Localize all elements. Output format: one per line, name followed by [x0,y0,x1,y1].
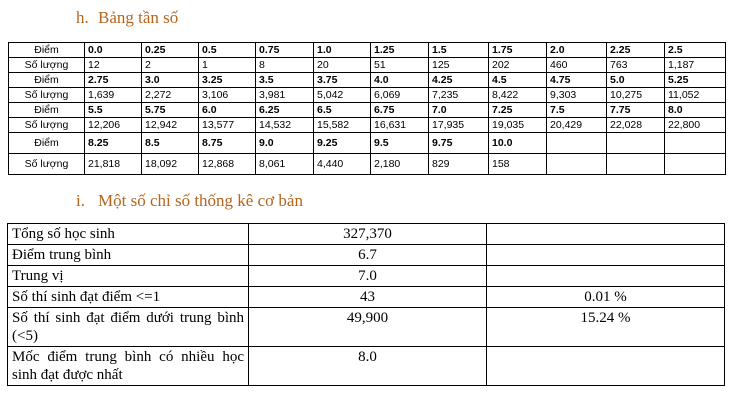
score-cell: 4.5 [489,73,547,88]
score-cell: 3.0 [142,73,199,88]
count-cell: 763 [607,58,665,73]
count-cell: 13,577 [199,118,256,133]
score-cell: 0.25 [142,43,199,58]
score-cell [607,133,665,154]
count-cell: 12,868 [199,154,256,175]
stat-name: Trung vị [8,266,249,287]
count-cell: 460 [547,58,607,73]
count-cell: 17,935 [429,118,489,133]
count-cell: 15,582 [314,118,371,133]
score-cell: 0.0 [85,43,142,58]
score-cell: 8.25 [85,133,142,154]
stat-name: Mốc điểm trung bình có nhiều học sinh đạt được nhất [8,347,249,386]
score-cell: 6.75 [371,103,429,118]
stat-row [8,287,725,308]
count-row [9,58,726,73]
score-cell: 7.25 [489,103,547,118]
score-cell: 6.25 [256,103,314,118]
count-cell: 2 [142,58,199,73]
count-cell: 8,061 [256,154,314,175]
count-cell: 8,422 [489,88,547,103]
count-row-label: Số lượng [9,154,85,175]
score-cell: 8.75 [199,133,256,154]
score-cell: 9.0 [256,133,314,154]
score-cell: 1.25 [371,43,429,58]
score-cell: 9.5 [371,133,429,154]
score-cell: 3.75 [314,73,371,88]
stat-percent: 15.24 % [487,308,725,347]
count-cell: 16,631 [371,118,429,133]
stat-value: 49,900 [249,308,487,347]
count-cell [547,154,607,175]
count-cell: 21,818 [85,154,142,175]
count-cell: 3,106 [199,88,256,103]
count-cell: 20 [314,58,371,73]
stat-percent [487,266,725,287]
score-cell: 9.75 [429,133,489,154]
stat-row [8,245,725,266]
count-cell: 1 [199,58,256,73]
count-cell: 14,532 [256,118,314,133]
stat-name: Số thí sinh đạt điểm dưới trung bình (<5) [8,308,249,347]
count-cell [665,154,726,175]
count-cell: 11,052 [665,88,726,103]
score-cell: 7.5 [547,103,607,118]
count-row [9,154,726,175]
score-cell: 8.5 [142,133,199,154]
score-cell: 5.25 [665,73,726,88]
score-row-label: Điểm [9,103,85,118]
count-cell: 2,272 [142,88,199,103]
count-row-label: Số lượng [9,58,85,73]
section-heading-basic-statistics [76,191,303,211]
stat-value: 327,370 [249,224,487,245]
score-row [9,73,726,88]
count-cell: 12 [85,58,142,73]
score-cell: 1.75 [489,43,547,58]
score-cell: 2.25 [607,43,665,58]
score-cell [547,133,607,154]
score-cell: 4.75 [547,73,607,88]
score-cell: 6.5 [314,103,371,118]
count-cell: 51 [371,58,429,73]
score-cell: 2.5 [665,43,726,58]
score-row-label: Điểm [9,133,85,154]
score-cell: 7.0 [429,103,489,118]
count-cell: 202 [489,58,547,73]
score-row [9,133,726,154]
count-cell: 19,035 [489,118,547,133]
count-row-label: Số lượng [9,118,85,133]
stat-value: 43 [249,287,487,308]
count-cell: 22,028 [607,118,665,133]
count-cell: 12,206 [85,118,142,133]
section-title: Một số chỉ số thống kê cơ bản [98,191,303,210]
count-cell: 22,800 [665,118,726,133]
stat-percent: 0.01 % [487,287,725,308]
score-cell: 2.0 [547,43,607,58]
stat-name: Số thí sinh đạt điểm <=1 [8,287,249,308]
score-cell: 5.0 [607,73,665,88]
score-cell: 5.75 [142,103,199,118]
section-heading-frequency-table [76,8,178,28]
count-row [9,118,726,133]
count-cell: 8 [256,58,314,73]
stat-percent [487,245,725,266]
score-cell: 4.0 [371,73,429,88]
count-cell: 3,981 [256,88,314,103]
stat-name: Điểm trung bình [8,245,249,266]
score-cell: 3.5 [256,73,314,88]
stat-name: Tổng số học sinh [8,224,249,245]
score-cell [665,133,726,154]
count-cell: 20,429 [547,118,607,133]
count-cell: 7,235 [429,88,489,103]
score-cell: 5.5 [85,103,142,118]
count-cell: 1,187 [665,58,726,73]
count-cell: 9,303 [547,88,607,103]
score-cell: 3.25 [199,73,256,88]
section-title: Bảng tần số [98,8,179,27]
score-cell: 6.0 [199,103,256,118]
stat-value: 6.7 [249,245,487,266]
score-cell: 1.0 [314,43,371,58]
count-cell: 2,180 [371,154,429,175]
count-cell: 4,440 [314,154,371,175]
stat-row [8,347,725,386]
score-cell: 9.25 [314,133,371,154]
count-cell: 18,092 [142,154,199,175]
frequency-table [8,42,726,175]
score-row-label: Điểm [9,43,85,58]
count-cell: 125 [429,58,489,73]
score-cell: 0.5 [199,43,256,58]
stat-value: 7.0 [249,266,487,287]
section-letter: h. [76,8,89,27]
count-cell: 6,069 [371,88,429,103]
stat-percent [487,347,725,386]
statistics-table [7,223,725,386]
score-cell: 8.0 [665,103,726,118]
score-cell: 0.75 [256,43,314,58]
stat-row [8,266,725,287]
score-row-label: Điểm [9,73,85,88]
count-cell: 1,639 [85,88,142,103]
count-row-label: Số lượng [9,88,85,103]
stat-value: 8.0 [249,347,487,386]
count-cell [607,154,665,175]
score-cell: 2.75 [85,73,142,88]
count-row [9,88,726,103]
count-cell: 158 [489,154,547,175]
stat-percent [487,224,725,245]
stat-row [8,224,725,245]
count-cell: 12,942 [142,118,199,133]
count-cell: 10,275 [607,88,665,103]
score-row [9,43,726,58]
count-cell: 5,042 [314,88,371,103]
score-row [9,103,726,118]
section-letter: i. [76,191,85,210]
score-cell: 10.0 [489,133,547,154]
score-cell: 4.25 [429,73,489,88]
stat-row [8,308,725,347]
score-cell: 1.5 [429,43,489,58]
count-cell: 829 [429,154,489,175]
score-cell: 7.75 [607,103,665,118]
